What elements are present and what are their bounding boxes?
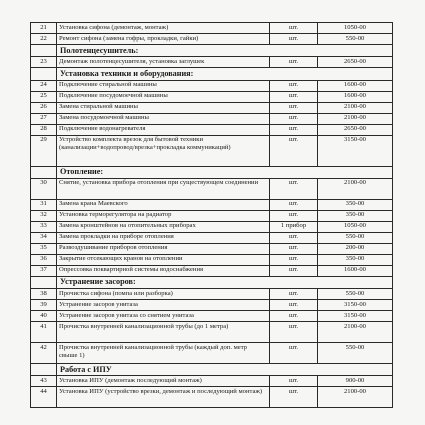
table-row — [31, 265, 393, 276]
row-number: 24 — [31, 80, 57, 91]
row-number: 36 — [31, 254, 57, 265]
table-row — [31, 376, 393, 387]
table-row — [31, 23, 393, 34]
section-title: Отопление: — [57, 166, 393, 178]
section-header-row — [31, 276, 393, 288]
price-value: 1600-00 — [318, 91, 393, 102]
unit-of-measure: шт. — [270, 135, 318, 166]
row-number: 25 — [31, 91, 57, 102]
unit-of-measure: шт. — [270, 80, 318, 91]
row-number: 30 — [31, 178, 57, 199]
table-row — [31, 124, 393, 135]
table-row — [31, 113, 393, 124]
table-row — [31, 34, 393, 45]
service-name: Замена стиральной машины — [57, 102, 270, 113]
row-number: 42 — [31, 343, 57, 364]
section-header-row — [31, 68, 393, 80]
row-number: 39 — [31, 300, 57, 311]
row-number: 40 — [31, 311, 57, 322]
section-title: Устранение засоров: — [57, 276, 393, 288]
section-number-cell — [31, 45, 57, 57]
service-name: Прочистка внутренней канализационной трубы (до 1 метра) — [57, 322, 270, 343]
unit-of-measure: шт. — [270, 243, 318, 254]
unit-of-measure: шт. — [270, 113, 318, 124]
table-row — [31, 57, 393, 68]
table-row — [31, 91, 393, 102]
unit-of-measure: шт. — [270, 265, 318, 276]
service-name: Замена прокладки на приборе отопления — [57, 232, 270, 243]
service-name: Снятие, установка прибора отопления при существующем соединении — [57, 178, 270, 199]
row-number: 26 — [31, 102, 57, 113]
table-row — [31, 243, 393, 254]
unit-of-measure: шт. — [270, 311, 318, 322]
table-row — [31, 311, 393, 322]
row-number: 27 — [31, 113, 57, 124]
service-name: Развоздушивание приборов отопления — [57, 243, 270, 254]
section-title: Установка техники и оборудования: — [57, 68, 393, 80]
price-value: 2650-00 — [318, 124, 393, 135]
price-value: 2100-00 — [318, 113, 393, 124]
service-name: Устранение засоров унитаза — [57, 300, 270, 311]
service-name: Установка сифона (демонтаж, монтаж) — [57, 23, 270, 34]
unit-of-measure: шт. — [270, 124, 318, 135]
table-row — [31, 221, 393, 232]
unit-of-measure: шт. — [270, 232, 318, 243]
table-row — [31, 343, 393, 364]
table-row — [31, 199, 393, 210]
service-name: Ремонт сифона (замена гофры, прокладки, гайки) — [57, 34, 270, 45]
unit-of-measure: шт. — [270, 289, 318, 300]
price-value: 900-00 — [318, 376, 393, 387]
price-value: 200-00 — [318, 243, 393, 254]
service-name: Замена кронштейнов на отопительных приборах — [57, 221, 270, 232]
unit-of-measure: 1 прибор — [270, 221, 318, 232]
row-number: 31 — [31, 199, 57, 210]
service-name: Установка ИПУ (устройство врезки, демонтаж и последующий монтаж) — [57, 387, 270, 408]
service-name: Подключение стиральной машины — [57, 80, 270, 91]
price-list-body — [31, 23, 393, 408]
price-value: 350-00 — [318, 254, 393, 265]
service-name: Установка терморегулятора на радиатор — [57, 210, 270, 221]
unit-of-measure: шт. — [270, 23, 318, 34]
row-number: 21 — [31, 23, 57, 34]
price-value: 2100-00 — [318, 322, 393, 343]
table-row — [31, 102, 393, 113]
unit-of-measure: шт. — [270, 91, 318, 102]
unit-of-measure: шт. — [270, 387, 318, 408]
section-header-row — [31, 45, 393, 57]
table-row — [31, 300, 393, 311]
table-row — [31, 289, 393, 300]
service-name: Устройство комплекта врезок для бытовой техники (канализации+водопровод/врезка+прокладка коммуникаций) — [57, 135, 270, 166]
unit-of-measure: шт. — [270, 300, 318, 311]
table-row — [31, 178, 393, 199]
row-number: 41 — [31, 322, 57, 343]
price-value: 550-00 — [318, 289, 393, 300]
service-name: Опрессовка поквартирной системы водоснабжения — [57, 265, 270, 276]
row-number: 37 — [31, 265, 57, 276]
price-value: 2100-00 — [318, 178, 393, 199]
section-number-cell — [31, 68, 57, 80]
price-value: 2100-00 — [318, 102, 393, 113]
table-row — [31, 322, 393, 343]
price-value: 550-00 — [318, 232, 393, 243]
price-list-table — [30, 22, 393, 408]
row-number: 43 — [31, 376, 57, 387]
service-name: Замена посудомоечной машины — [57, 113, 270, 124]
unit-of-measure: шт. — [270, 210, 318, 221]
service-name: Замена крана Маевского — [57, 199, 270, 210]
row-number: 32 — [31, 210, 57, 221]
row-number: 38 — [31, 289, 57, 300]
unit-of-measure: шт. — [270, 254, 318, 265]
table-row — [31, 210, 393, 221]
row-number: 28 — [31, 124, 57, 135]
unit-of-measure: шт. — [270, 102, 318, 113]
price-value: 3150-00 — [318, 135, 393, 166]
price-value: 3150-00 — [318, 300, 393, 311]
row-number: 29 — [31, 135, 57, 166]
table-row — [31, 232, 393, 243]
price-value: 2650-00 — [318, 57, 393, 68]
table-row — [31, 135, 393, 166]
unit-of-measure: шт. — [270, 322, 318, 343]
unit-of-measure: шт. — [270, 199, 318, 210]
row-number: 34 — [31, 232, 57, 243]
service-name: Подключение посудомоечной машины — [57, 91, 270, 102]
price-value: 1600-00 — [318, 80, 393, 91]
table-row — [31, 254, 393, 265]
service-name: Закрытие отсекающих кранов на отоплении — [57, 254, 270, 265]
section-number-cell — [31, 364, 57, 376]
section-header-row — [31, 364, 393, 376]
unit-of-measure: шт. — [270, 343, 318, 364]
section-title: Полотенцесушитель: — [57, 45, 393, 57]
row-number: 35 — [31, 243, 57, 254]
price-value: 2100-00 — [318, 387, 393, 408]
service-name: Установка ИПУ (демонтаж последующий монтаж) — [57, 376, 270, 387]
price-value: 550-00 — [318, 34, 393, 45]
table-row — [31, 80, 393, 91]
service-name: Прочистка внутренней канализационной трубы (каждый доп. метр свыше 1) — [57, 343, 270, 364]
service-name: Устранение засоров унитаза со снятием унитаза — [57, 311, 270, 322]
row-number: 23 — [31, 57, 57, 68]
price-value: 3150-00 — [318, 311, 393, 322]
table-row — [31, 387, 393, 408]
price-value: 350-00 — [318, 210, 393, 221]
unit-of-measure: шт. — [270, 178, 318, 199]
row-number: 44 — [31, 387, 57, 408]
service-name: Демонтаж полотенцесушителя, установка заглушек — [57, 57, 270, 68]
section-number-cell — [31, 276, 57, 288]
service-name: Прочистка сифона (помпа или разборка) — [57, 289, 270, 300]
unit-of-measure: шт. — [270, 57, 318, 68]
service-name: Подключение водонагревателя — [57, 124, 270, 135]
unit-of-measure: шт. — [270, 34, 318, 45]
section-number-cell — [31, 166, 57, 178]
price-value: 550-00 — [318, 343, 393, 364]
section-title: Работа с ИПУ — [57, 364, 393, 376]
price-value: 1050-00 — [318, 23, 393, 34]
row-number: 22 — [31, 34, 57, 45]
section-header-row — [31, 166, 393, 178]
row-number: 33 — [31, 221, 57, 232]
price-value: 350-00 — [318, 199, 393, 210]
price-value: 1600-00 — [318, 265, 393, 276]
price-value: 1050-00 — [318, 221, 393, 232]
unit-of-measure: шт. — [270, 376, 318, 387]
